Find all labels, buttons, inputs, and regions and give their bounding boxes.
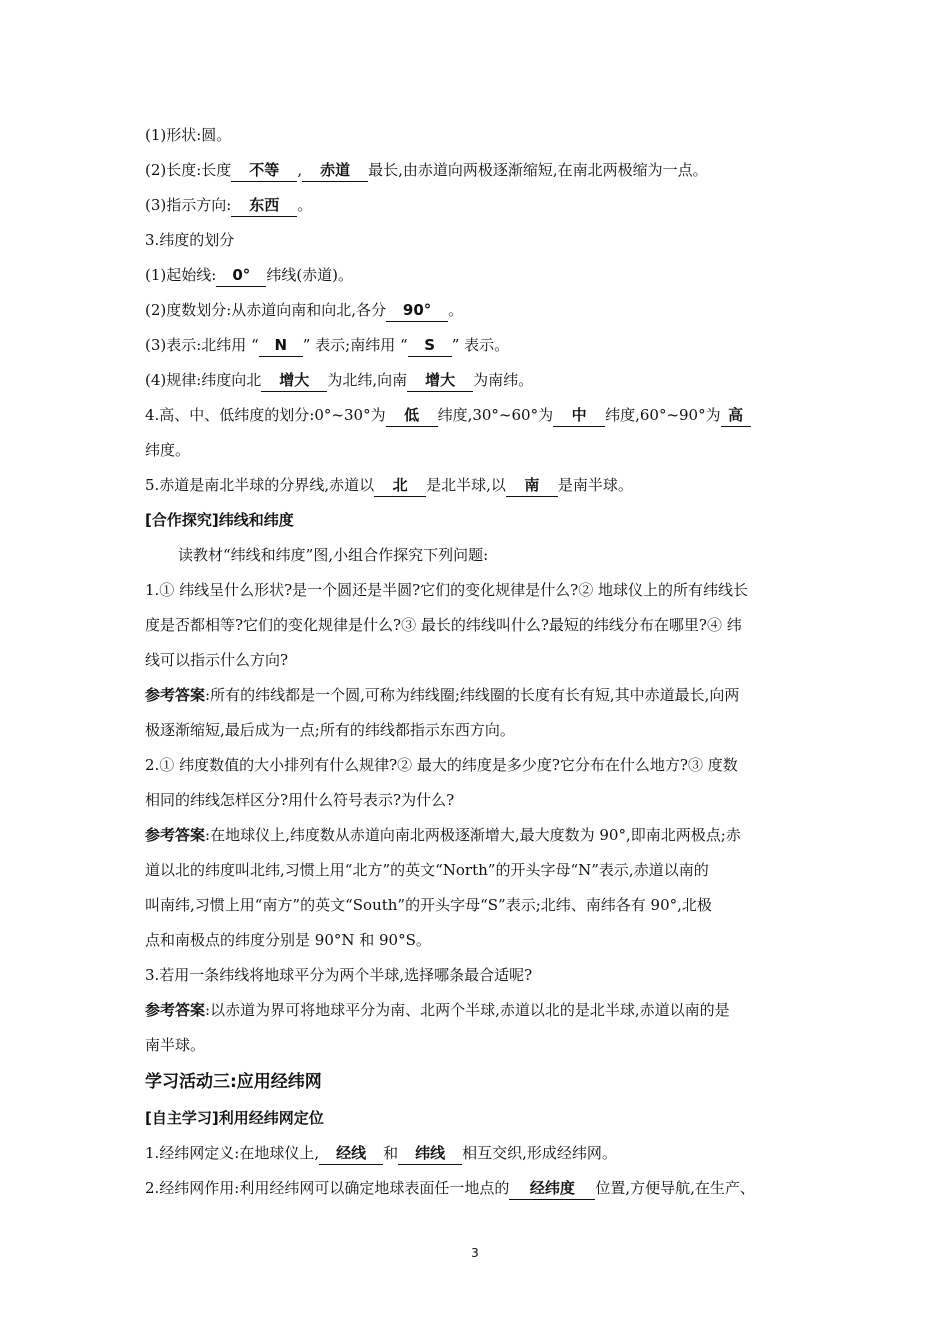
answer-blank: 中	[553, 404, 605, 427]
answer-blank: 0°	[216, 264, 266, 287]
answer-blank: 东西	[231, 194, 297, 217]
text-line: 线可以指示什么方向?	[145, 651, 289, 669]
answer-blank: 增大	[407, 369, 473, 392]
text-line: (2)长度:长度 不等 , 赤道 最长,由赤道向两极逐渐缩短,在南北两极缩为一点。	[145, 153, 811, 188]
text-line: 道以北的纬度叫北纬,习惯上用“北方”的英文“North”的开头字母“N”表示,赤道以南的	[145, 861, 709, 879]
page-number: 3	[471, 1246, 479, 1260]
text-line: (3)指示方向: 东西 。	[145, 188, 811, 223]
answer-blank: 低	[386, 404, 438, 427]
answer-blank: 南	[506, 474, 558, 497]
text-line: (1)形状:圆。	[145, 126, 232, 144]
text-line: 2.① 纬度数值的大小排列有什么规律?② 最大的纬度是多少度?它分布在什么地方?③ 度数	[145, 756, 738, 774]
text-line: 南半球。	[145, 1036, 206, 1054]
document-page	[145, 118, 811, 1206]
section-label: [自主学习]利用经纬网定位	[145, 1109, 324, 1127]
text-line: 度是否都相等?它们的变化规律是什么?③ 最长的纬线叫什么?最短的纬线分布在哪里?④ 纬	[145, 616, 742, 634]
text-line: 参考答案:所有的纬线都是一个圆,可称为纬线圈;纬线圈的长度有长有短,其中赤道最长,向两	[145, 686, 740, 704]
answer-label: 参考答案	[145, 1001, 206, 1019]
answer-blank: 90°	[386, 299, 448, 322]
text-line: (2)度数划分:从赤道向南和向北,各分 90° 。	[145, 293, 811, 328]
text-line: 叫南纬,习惯上用“南方”的英文“South”的开头字母“S”表示;北纬、南纬各有 90°,北极	[145, 896, 712, 914]
text-line: 参考答案:在地球仪上,纬度数从赤道向南北两极逐渐增大,最大度数为 90°,即南北两极点;赤	[145, 826, 741, 844]
text-line: 点和南极点的纬度分别是 90°N 和 90°S。	[145, 931, 431, 949]
text-line: 相同的纬线怎样区分?用什么符号表示?为什么?	[145, 791, 455, 809]
text-line: 参考答案:以赤道为界可将地球平分为南、北两个半球,赤道以北的是北半球,赤道以南的是	[145, 1001, 730, 1019]
text-line: 1.① 纬线呈什么形状?是一个圆还是半圆?它们的变化规律是什么?② 地球仪上的所有纬线长	[145, 581, 748, 599]
answer-blank: 纬线	[398, 1142, 462, 1165]
section-label: [合作探究]纬线和纬度	[145, 511, 294, 529]
text-line: 读教材“纬线和纬度”图,小组合作探究下列问题:	[178, 546, 489, 564]
text-line: (4)规律:纬度向北 增大 为北纬,向南 增大 为南纬。	[145, 363, 811, 398]
answer-blank: S	[408, 334, 452, 357]
text-line: 纬度。	[145, 441, 191, 459]
answer-blank: 赤道	[302, 159, 368, 182]
answer-blank: 经线	[319, 1142, 383, 1165]
section-heading: 学习活动三:应用经纬网	[145, 1072, 322, 1092]
text-line: 3.若用一条纬线将地球平分为两个半球,选择哪条最合适呢?	[145, 966, 533, 984]
answer-blank: 经纬度	[509, 1177, 595, 1200]
text-line: (3)表示:北纬用 “ N ” 表示;南纬用 “ S ” 表示。	[145, 328, 811, 363]
answer-blank: 北	[374, 474, 426, 497]
answer-blank: 增大	[261, 369, 327, 392]
answer-label: 参考答案	[145, 686, 206, 704]
text-line: 极逐渐缩短,最后成为一点;所有的纬线都指示东西方向。	[145, 721, 515, 739]
answer-blank: 高	[721, 404, 751, 427]
text-line: 1.经纬网定义:在地球仪上, 经线 和 纬线 相互交织,形成经纬网。	[145, 1136, 811, 1171]
text-line: 2.经纬网作用:利用经纬网可以确定地球表面任一地点的 经纬度 位置,方便导航,在生产、	[145, 1171, 811, 1206]
answer-blank: N	[259, 334, 303, 357]
text-line: 4.高、中、低纬度的划分:0°~30°为 低 纬度,30°~60°为 中 纬度,60°~90°为 高	[145, 398, 811, 433]
text-line: 5.赤道是南北半球的分界线,赤道以 北 是北半球,以 南 是南半球。	[145, 468, 811, 503]
answer-blank: 不等	[231, 159, 297, 182]
text-line: 3.纬度的划分	[145, 231, 235, 249]
text-line: (1)起始线: 0° 纬线(赤道)。	[145, 258, 811, 293]
answer-label: 参考答案	[145, 826, 206, 844]
